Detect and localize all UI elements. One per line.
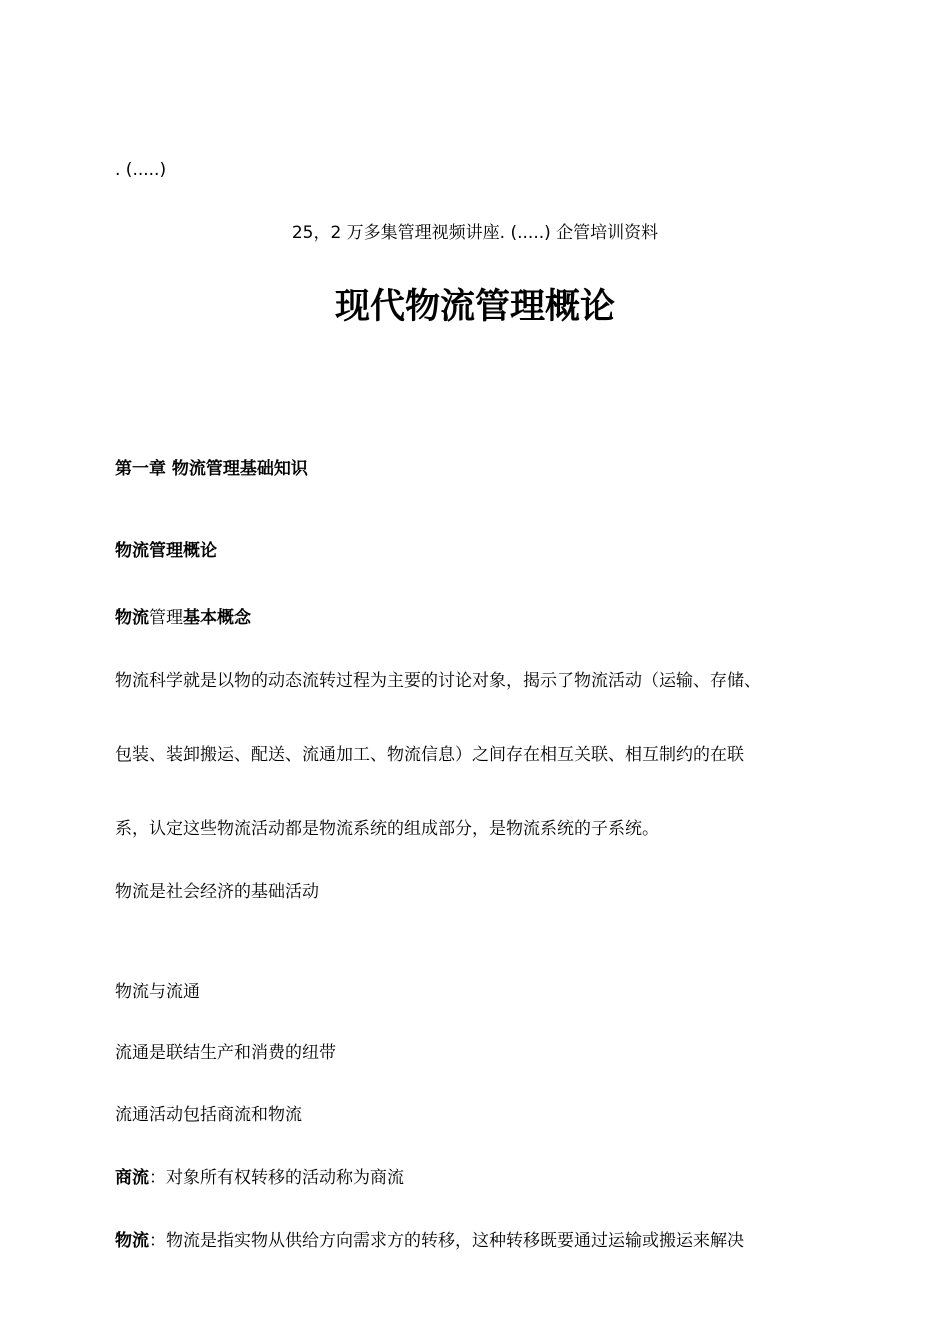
- text-item: 物流与流通: [115, 982, 200, 1002]
- header-mark: . (.....): [115, 160, 167, 180]
- definition-text: ：物流是指实物从供给方向需求方的转移，这种转移既要通过运输或搬运来解决: [149, 1231, 744, 1251]
- text-item: 物流是社会经济的基础活动: [115, 882, 319, 902]
- subsection-heading: [115, 606, 251, 630]
- definition-commerce-flow: [115, 1166, 404, 1190]
- paragraph-line: 系，认定这些物流活动都是物流系统的组成部分，是物流系统的子系统。: [115, 819, 659, 839]
- subsection-heading-part: 基本概念: [183, 608, 251, 628]
- text-item: 流通是联结生产和消费的纽带: [115, 1043, 336, 1063]
- definition-text: ：对象所有权转移的活动称为商流: [149, 1168, 404, 1188]
- subsection-heading-part: 物流: [115, 608, 149, 628]
- definition-term: 物流: [115, 1231, 149, 1251]
- definition-logistics-flow: [115, 1229, 744, 1253]
- text-item: 流通活动包括商流和物流: [115, 1105, 302, 1125]
- paragraph-line: 包装、装卸搬运、配送、流通加工、物流信息）之间存在相互关联、相互制约的在联: [115, 745, 744, 765]
- section-heading: 物流管理概论: [115, 541, 217, 561]
- subsection-heading-part: 管理: [149, 608, 183, 628]
- document-subtitle: 25，2 万多集管理视频讲座. (.....) 企管培训资料: [291, 223, 659, 243]
- definition-term: 商流: [115, 1168, 149, 1188]
- paragraph-line: 物流科学就是以物的动态流转过程为主要的讨论对象，揭示了物流活动（运输、存储、: [115, 671, 761, 691]
- document-title: 现代物流管理概论: [334, 287, 615, 327]
- chapter-heading: 第一章 物流管理基础知识: [115, 459, 308, 479]
